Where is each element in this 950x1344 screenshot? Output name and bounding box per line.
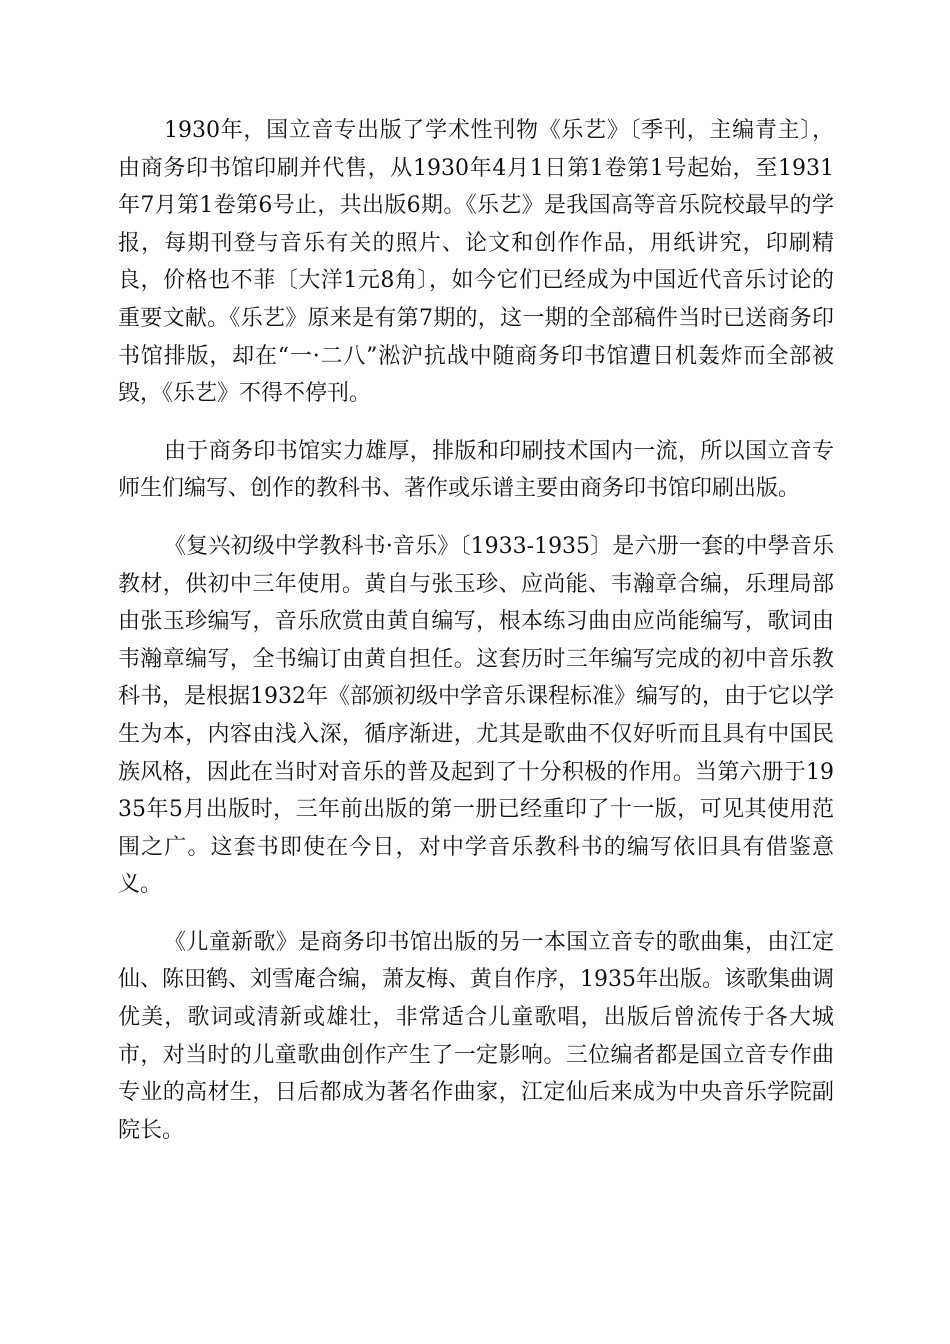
paragraph-commercial-press: 由于商务印书馆实力雄厚，排版和印刷技术国内一流，所以国立音专师生们编写、创作的教科书、著作或乐谱主要由商务印书馆印刷出版。: [118, 438, 834, 502]
paragraph-yueyi-journal: 1930年，国立音专出版了学术性刊物《乐艺》〔季刊，主编青主〕，由商务印书馆印刷并代售，从1930年4月1日第1卷第1号起始，至1931年7月第1卷第6号止，共出版6期。《乐艺》是我国高等音乐院校最早的学报，每期刊登与音乐有关的照片、论文和创作作品，用纸讲究，印刷精良，价格也不菲〔大洋1元8角〕，如今它们已经成为中国近代音乐讨论的重要文献。《乐艺》原来是有第7期的，这一期的全部稿件当时已送商务印书馆排版，却在“一·二八”淞沪抗战中随商务印书馆遭日机轰炸而全部被毁，《乐艺》不得不停刊。: [118, 118, 834, 407]
document-body: [118, 112, 834, 1149]
paragraph-music-textbook: 《复兴初级中学教科书·音乐》〔1933-1935〕是六册一套的中學音乐教材，供初中三年使用。黄自与张玉珍、应尚能、韦瀚章合编，乐理局部由张玉珍编写，音乐欣赏由黄自编写，根本练习曲由应尚能编写，歌词由韦瀚章编写，全书编订由黄自担任。这套历时三年编写完成的初中音乐教科书，是根据1932年《部颁初级中学音乐课程标准》编写的，由于它以学生为本，内容由浅入深，循序渐进，尤其是歌曲不仅好听而且具有中国民族风格，因此在当时对音乐的普及起到了十分积极的作用。当第六册于1935年5月出版时，三年前出版的第一册已经重印了十一版，可见其使用范围之广。这套书即使在今日，对中学音乐教科书的编写依旧具有借鉴意义。: [118, 533, 834, 898]
paragraph-childrens-songs: 《儿童新歌》是商务印书馆出版的另一本国立音专的歌曲集，由江定仙、陈田鹤、刘雪庵合编，萧友梅、黄自作序，1935年出版。该歌集曲调优美，歌词或清新或雄壮，非常适合儿童歌唱，出版后曾流传于各大城市，对当时的儿童歌曲创作产生了一定影响。三位编者都是国立音专作曲专业的高材生，日后都成为著名作曲家，江定仙后来成为中央音乐学院副院长。: [118, 929, 834, 1143]
